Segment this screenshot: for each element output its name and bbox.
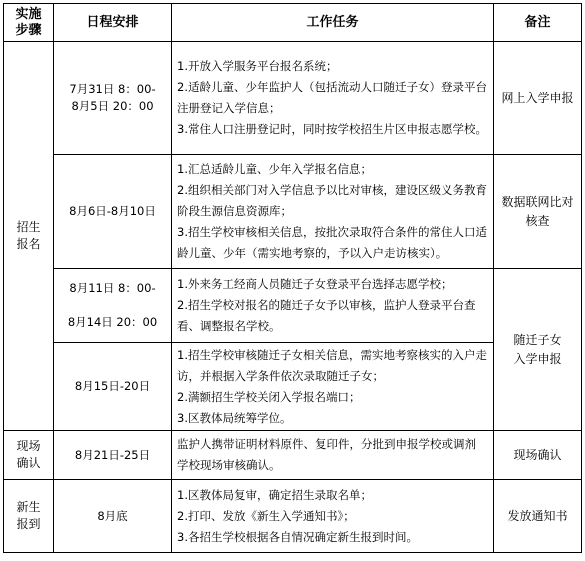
task-item: 3.常住人口注册登记时，同时按学校招生片区申报志愿学校。: [177, 122, 487, 136]
header-schedule: 日程安排: [54, 4, 172, 42]
task-item: 2.组织相关部门对入学信息予以比对审核，建设区级义务教育阶段生源信息资源库；: [177, 183, 487, 218]
note-cell: [494, 269, 582, 431]
task-item: 2.满额招生学校关闭入学报名端口；: [177, 389, 361, 404]
table-row: [4, 269, 582, 343]
schedule-text: 8月15日-20日: [74, 379, 151, 393]
table-row: [4, 480, 582, 553]
task-item: 3.各招生学校根据各自情况确定新生报到时间。: [177, 529, 418, 544]
header-stage-line2: 步骤: [15, 22, 42, 38]
note-cell: [494, 42, 582, 155]
schedule-cell: [54, 155, 172, 269]
header-row: [4, 4, 582, 42]
note-text: 发放通知书: [507, 508, 568, 523]
schedule-text: 8月6日-8月10日: [69, 204, 156, 218]
schedule-text: 7月31日 8：00- 8月5日 20：00: [69, 82, 156, 113]
task-item: 1.外来务工经商人员随迁子女登录平台选择志愿学校；: [177, 277, 453, 291]
schedule-text: 8月11日 8：00- 8月14日 20：00: [67, 281, 158, 329]
schedule-cell: [54, 42, 172, 155]
note-cell: [494, 480, 582, 553]
tasks-cell: [172, 480, 494, 553]
task-item: 3.招生学校审核相关信息，按批次录取符合条件的常住人口适龄儿童、少年（需实地考察的，予以入户走访核实）。: [177, 225, 487, 260]
stage-label: 新生 报到: [16, 500, 41, 531]
note-text: 现场确认: [513, 447, 562, 462]
stage-label: 招生 报名: [16, 220, 41, 251]
note-text: 数据联网比对 核查: [501, 194, 574, 228]
schedule-cell: [54, 431, 172, 480]
schedule-text: 8月底: [97, 508, 128, 523]
task-item: 1.招生学校审核随迁子女相关信息，需实地考察核实的入户走访，并根据入学条件依次录取随迁子女；: [177, 347, 487, 383]
task-item: 2.适龄儿童、少年监护人（包括流动人口随迁子女）登录平台注册登记入学信息；: [177, 80, 487, 115]
note-cell: [494, 431, 582, 480]
stage-cell-reporting: [4, 480, 54, 553]
table-row: [4, 155, 582, 269]
header-stage: [4, 4, 54, 42]
schedule-text: 8月21日-25日: [74, 447, 151, 462]
schedule-cell: [54, 480, 172, 553]
task-item: 监护人携带证明材料原件、复印件，分批到申报学校或调剂学校现场审核确认。: [177, 437, 476, 472]
task-item: 1.区教体局复审，确定招生录取名单；: [177, 487, 372, 502]
enrollment-schedule-table: [3, 3, 582, 553]
schedule-cell: [54, 269, 172, 343]
tasks-cell: [172, 269, 494, 343]
table-row: [4, 431, 582, 480]
header-tasks: 工作任务: [172, 4, 494, 42]
note-cell: [494, 155, 582, 269]
stage-cell-registration: [4, 42, 54, 431]
task-item: 2.招生学校对报名的随迁子女予以审核，监护人登录平台查看、调整报名学校。: [177, 298, 476, 333]
task-item: 3.区教体局统筹学位。: [177, 410, 292, 425]
stage-cell-confirmation: [4, 431, 54, 480]
schedule-cell: [54, 343, 172, 431]
tasks-cell: [172, 431, 494, 480]
table-row: [4, 42, 582, 155]
tasks-cell: [172, 343, 494, 431]
tasks-cell: [172, 155, 494, 269]
note-text: 网上入学申报: [501, 90, 574, 105]
task-item: 1.汇总适龄儿童、少年入学报名信息；: [177, 162, 372, 176]
header-stage-line1: 实施: [15, 6, 42, 22]
note-text: 随迁子女 入学申报: [513, 332, 562, 366]
stage-label: 现场 确认: [16, 439, 41, 470]
task-item: 2.打印、发放《新生入学通知书》；: [177, 508, 355, 523]
task-item: 1.开放入学服务平台报名系统；: [177, 59, 338, 73]
header-note: 备注: [494, 4, 582, 42]
tasks-cell: [172, 42, 494, 155]
